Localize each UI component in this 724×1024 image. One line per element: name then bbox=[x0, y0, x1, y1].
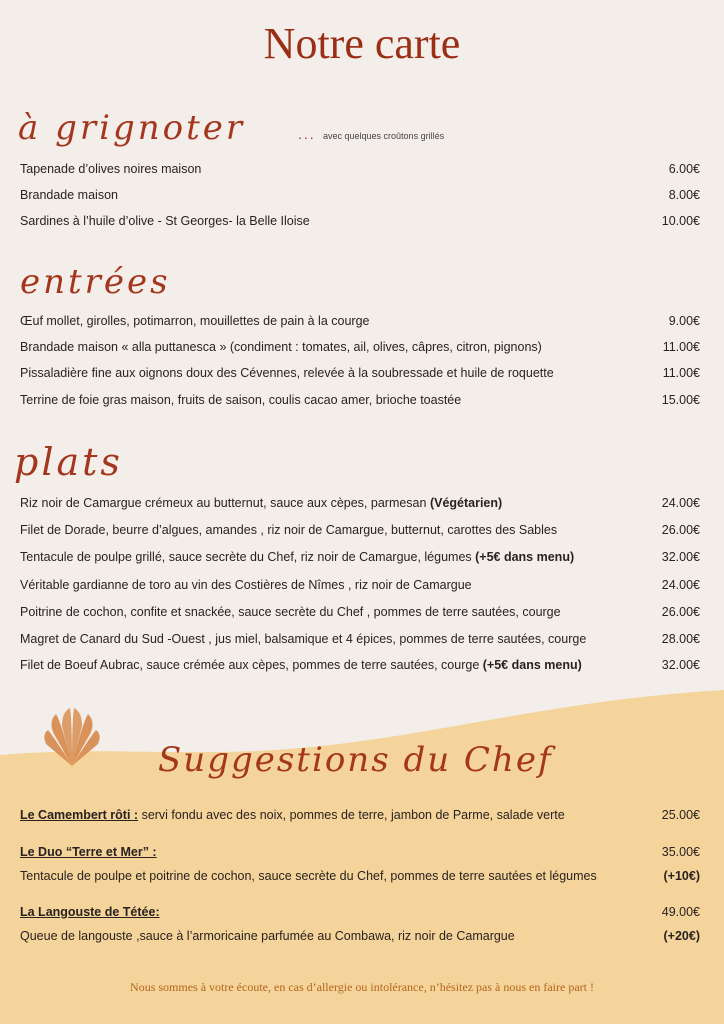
chef-item-camembert bbox=[20, 806, 700, 824]
menu-item bbox=[20, 364, 700, 382]
chef-item-duo bbox=[20, 843, 700, 861]
item-price: 28.00€ bbox=[661, 632, 700, 646]
item-label: Brandade maison « alla puttanesca » (condiment : tomates, ail, olives, câpres, citron, pignons) bbox=[20, 340, 542, 354]
item-supplement: (+20€) bbox=[663, 929, 700, 943]
section-heading-plats: plats bbox=[14, 440, 123, 484]
item-price: 8.00€ bbox=[668, 188, 700, 202]
menu-item bbox=[20, 312, 700, 330]
item-price: 32.00€ bbox=[661, 550, 700, 564]
grignoter-note: avec quelques croûtons grillés bbox=[323, 131, 445, 141]
item-label: Filet de Boeuf Aubrac, sauce crémée aux cèpes, pommes de terre sautées, courge (+5€ dans menu) bbox=[20, 658, 582, 672]
chef-item-name: La Langouste de Tétée: bbox=[20, 905, 160, 919]
chef-item-desc: Tentacule de poulpe et poitrine de cochon, sauce secrète du Chef, pommes de terre sautées et légumes bbox=[20, 869, 597, 883]
item-extra: (Végétarien) bbox=[429, 496, 503, 510]
item-extra: (+5€ dans menu) bbox=[475, 550, 575, 564]
item-label: Pissaladière fine aux oignons doux des Cévennes, relevée à la soubressade et huile de roquette bbox=[20, 366, 554, 380]
chef-item-desc: Queue de langouste ,sauce à l’armoricaine parfumée au Combawa, riz noir de Camargue bbox=[20, 929, 515, 943]
item-label: Œuf mollet, girolles, potimarron, mouillettes de pain à la courge bbox=[20, 314, 370, 328]
item-price: 26.00€ bbox=[661, 605, 700, 619]
section-heading-entrees: entrées bbox=[20, 262, 171, 302]
item-label: Tapenade d’olives noires maison bbox=[20, 162, 202, 176]
item-price: 11.00€ bbox=[662, 366, 700, 380]
section-heading-chef: Suggestions du Chef bbox=[158, 740, 553, 780]
item-label: Sardines à l’huile d’olive - St Georges- la Belle Iloise bbox=[20, 214, 310, 228]
item-label: Riz noir de Camargue crémeux au butternut, sauce aux cèpes, parmesan (Végétarien) bbox=[20, 496, 503, 510]
chef-item-duo-desc bbox=[20, 867, 700, 885]
item-price: 24.00€ bbox=[661, 496, 700, 510]
item-price: 25.00€ bbox=[661, 808, 700, 822]
item-price: 32.00€ bbox=[661, 658, 700, 672]
chef-item-name: Le Duo “Terre et Mer” : bbox=[20, 845, 157, 859]
heading-dots: ... bbox=[298, 126, 316, 142]
item-price: 24.00€ bbox=[661, 578, 700, 592]
shell-icon bbox=[42, 704, 102, 770]
item-label: Véritable gardianne de toro au vin des Costières de Nîmes , riz noir de Camargue bbox=[20, 578, 472, 592]
menu-item bbox=[20, 521, 700, 539]
chef-item-langouste bbox=[20, 903, 700, 921]
section-heading-grignoter: à grignoter bbox=[18, 108, 246, 148]
page-title: Notre carte bbox=[263, 19, 461, 68]
item-label: Magret de Canard du Sud -Ouest , jus miel, balsamique et 4 épices, pommes de terre sautées, courge bbox=[20, 632, 587, 646]
item-label: Poitrine de cochon, confite et snackée, sauce secrète du Chef , pommes de terre sautées, courge bbox=[20, 605, 561, 619]
item-price: 35.00€ bbox=[661, 845, 700, 859]
menu-item bbox=[20, 186, 700, 204]
item-price: 26.00€ bbox=[661, 523, 700, 537]
menu-item bbox=[20, 603, 700, 621]
menu-item bbox=[20, 656, 700, 674]
menu-item bbox=[20, 576, 700, 594]
chef-item-langouste-desc bbox=[20, 927, 700, 945]
item-price: 11.00€ bbox=[662, 340, 700, 354]
item-price: 49.00€ bbox=[661, 905, 700, 919]
item-label: Filet de Dorade, beurre d’algues, amandes , riz noir de Camargue, butternut, carottes des Sables bbox=[20, 523, 558, 537]
menu-item bbox=[20, 160, 700, 178]
menu-item bbox=[20, 494, 700, 512]
item-extra: (+5€ dans menu) bbox=[482, 658, 582, 672]
item-price: 6.00€ bbox=[668, 162, 700, 176]
menu-item bbox=[20, 212, 700, 230]
item-price: 9.00€ bbox=[668, 314, 700, 328]
menu-item bbox=[20, 391, 700, 409]
item-price: 15.00€ bbox=[661, 393, 700, 407]
chef-item-name: Le Camembert rôti : bbox=[20, 808, 139, 822]
menu-item bbox=[20, 338, 700, 356]
item-supplement: (+10€) bbox=[663, 869, 700, 883]
item-price: 10.00€ bbox=[661, 214, 700, 228]
menu-item bbox=[20, 548, 700, 566]
item-label: Brandade maison bbox=[20, 188, 118, 202]
item-label: Terrine de foie gras maison, fruits de saison, coulis cacao amer, brioche toastée bbox=[20, 393, 462, 407]
chef-item-desc: servi fondu avec des noix, pommes de terre, jambon de Parme, salade verte bbox=[138, 808, 565, 822]
allergy-note: Nous sommes à votre écoute, en cas d’allergie ou intolérance, n’hésitez pas à nous en faire part ! bbox=[130, 980, 594, 994]
menu-item bbox=[20, 630, 700, 648]
item-label: Tentacule de poulpe grillé, sauce secrète du Chef, riz noir de Camargue, légumes (+5€ dans menu) bbox=[20, 550, 575, 564]
